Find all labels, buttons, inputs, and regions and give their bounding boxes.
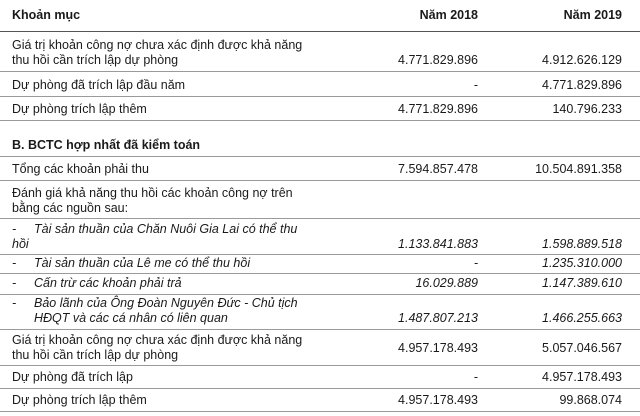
row-label-cont: thu hồi cần trích lập dự phòng [12,348,179,362]
row-rule [0,294,640,295]
row-label: Tài sản thuần của Chăn Nuôi Gia Lai có thể thu [34,222,298,236]
row-rule [0,329,640,330]
value-2019: 10.504.891.358 [535,162,622,176]
value-2019: 140.796.233 [552,102,622,116]
value-2019: 4.912.626.129 [542,53,622,67]
row-label: Giá trị khoản công nợ chưa xác định được khả năng [12,38,303,52]
row-label: Cấn trừ các khoản phải trả [34,276,182,290]
bullet: - [12,222,17,236]
value-2018: 1.487.807.213 [398,311,478,325]
header-2019: Năm 2019 [563,8,622,22]
value-2019: 99.868.074 [559,393,622,407]
row-rule [0,180,640,181]
row-rule [0,156,640,157]
row-label: Dự phòng trích lập thêm [12,393,147,407]
row-rule [0,254,640,255]
header-rule [0,31,640,32]
row-label: Đánh giá khả năng thu hồi các khoản công nợ trên [12,186,293,200]
value-2018: - [473,78,478,92]
row-label: Tổng các khoản phải thu [12,162,149,176]
row-label-cont: bằng các nguồn sau: [12,201,129,215]
bullet: - [12,296,17,310]
row-rule [0,71,640,72]
row-label: Dự phòng đã trích lập [12,370,133,384]
value-2018: - [473,370,478,384]
header-item: Khoản mục [12,8,81,22]
row-rule [0,411,640,412]
value-2019: 4.957.178.493 [542,370,622,384]
row-label-cont: hồi [12,237,29,251]
row-rule [0,388,640,389]
bullet: - [12,256,17,270]
row-label: Dự phòng trích lập thêm [12,102,147,116]
value-2018: 4.771.829.896 [398,102,478,116]
value-2019: 1.466.255.663 [542,311,622,325]
section-b-title: B. BCTC hợp nhất đã kiểm toán [12,138,201,152]
row-label: Bảo lãnh của Ông Đoàn Nguyên Đức - Chủ tịch [34,296,298,310]
row-label: Tài sản thuần của Lê me có thể thu hồi [34,256,251,270]
row-rule [0,96,640,97]
value-2018: 1.133.841.883 [398,237,478,251]
value-2018: 16.029.889 [415,276,478,290]
header-2018: Năm 2018 [419,8,478,22]
value-2018: 4.957.178.493 [398,393,478,407]
row-rule [0,120,640,121]
row-label-cont: HĐQT và các cá nhân có liên quan [34,311,228,325]
row-label: Giá trị khoản công nợ chưa xác định được khả năng [12,333,303,347]
value-2019: 1.235.310.000 [542,256,622,270]
row-rule [0,218,640,219]
value-2018: 7.594.857.478 [398,162,478,176]
value-2019: 1.598.889.518 [542,237,622,251]
row-rule [0,365,640,366]
row-label: Dự phòng đã trích lập đầu năm [12,78,186,92]
row-rule [0,273,640,274]
value-2019: 4.771.829.896 [542,78,622,92]
value-2018: 4.957.178.493 [398,341,478,355]
value-2019: 1.147.389.610 [542,276,622,290]
value-2019: 5.057.046.567 [542,341,622,355]
row-label-cont: thu hồi cần trích lập dự phòng [12,53,179,67]
value-2018: - [473,256,478,270]
value-2018: 4.771.829.896 [398,53,478,67]
bullet: - [12,276,17,290]
